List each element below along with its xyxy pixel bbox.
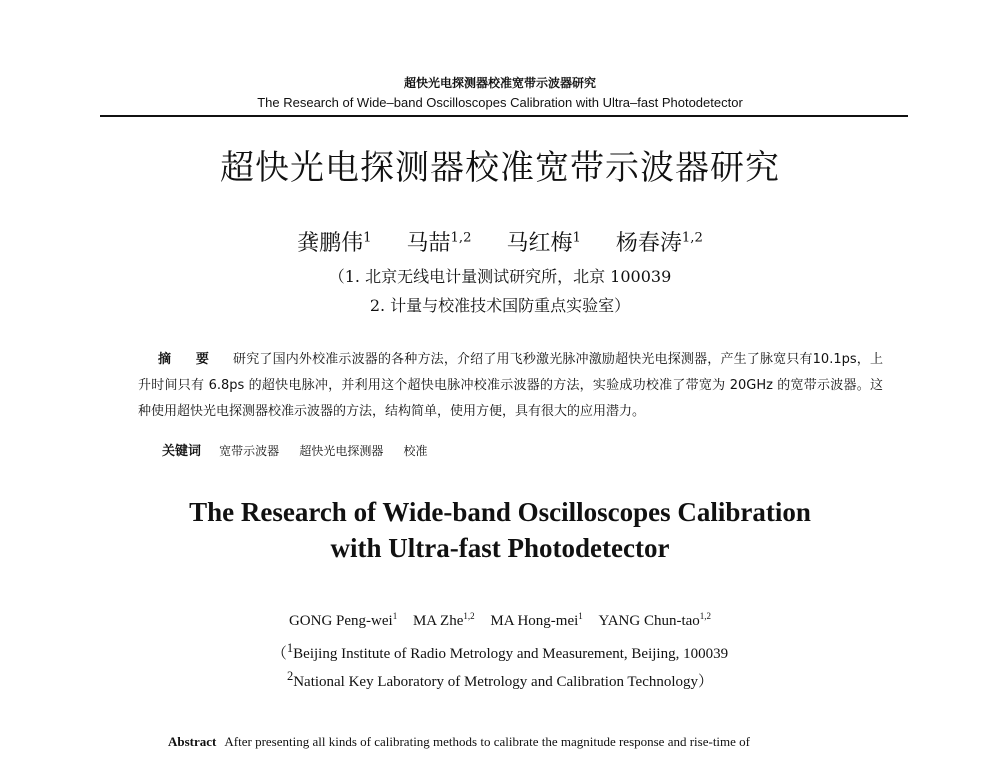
abstract-cn: [138, 347, 883, 425]
running-header-en: The Research of Wide–band Oscilloscopes Calibration with Ultra–fast Photodetector: [257, 95, 743, 110]
keyword-cn: 宽带示波器: [219, 444, 280, 458]
paper-title-en-line1: The Research of Wide-band Oscilloscopes Calibration: [189, 497, 811, 527]
author-en: MA Hong-mei$^1$: [490, 611, 583, 629]
keyword-cn: 超快光电探测器: [299, 444, 384, 458]
author-en: YANG Chun-tao$^{1,2}$: [598, 611, 712, 629]
running-header-cn: 超快光电探测器校准宽带示波器研究: [403, 76, 596, 90]
keywords-cn: [162, 440, 443, 459]
header-rule: [100, 115, 908, 117]
affiliation-en-2: $^2$National Key Laboratory of Metrology and Calibration Technology）: [286, 669, 714, 690]
abstract-en-text: After presenting all kinds of calibrating methods to calibrate the magnitude response and rise-time of: [224, 734, 751, 749]
authors-en: [0, 613, 1000, 630]
abstract-en-label: Abstract: [168, 734, 217, 749]
author-cn: 龚鹏伟$^1$: [297, 230, 372, 256]
abstract-en: [168, 734, 888, 750]
author-cn: 马红梅$^1$: [506, 230, 581, 256]
author-cn: 杨春涛$^{1,2}$: [615, 230, 703, 256]
paper-title-cn: 超快光电探测器校准宽带示波器研究: [220, 148, 780, 188]
paper-title-en-line2: with Ultra-fast Photodetector: [330, 533, 670, 563]
keyword-cn: 校准: [403, 444, 428, 458]
keywords-cn-label: 关键词: [162, 444, 202, 459]
abstract-cn-label: 摘 要: [158, 352, 220, 367]
paper-title-en: [0, 494, 1000, 566]
author-cn: 马喆$^{1,2}$: [406, 230, 472, 256]
abstract-cn-text: 研究了国内外校准示波器的各种方法，介绍了用飞秒激光脉冲激励超快光电探测器，产生了脉宽只有10.1ps，上升时间只有 6.8ps 的超快电脉冲，并利用这个超快电脉冲校准示波器的方法，实验成功校准了带宽为 20GHz 的宽带示波器。这种使用超快光电探测器校准示波器的方法，结构简单，使用方便，具有很大的应用潜力。: [138, 352, 883, 419]
author-en: MA Zhe$^{1,2}$: [412, 611, 475, 629]
affiliation-cn-1: （1. 北京无线电计量测试研究所，北京 100039: [328, 267, 672, 286]
author-en: GONG Peng-wei$^1$: [288, 611, 398, 629]
authors-cn: [0, 226, 1000, 257]
affiliation-en-1: （$^1$Beijing Institute of Radio Metrology and Measurement, Beijing, 100039: [271, 641, 729, 662]
affiliation-cn-2: 2. 计量与校准技术国防重点实验室）: [369, 296, 631, 315]
